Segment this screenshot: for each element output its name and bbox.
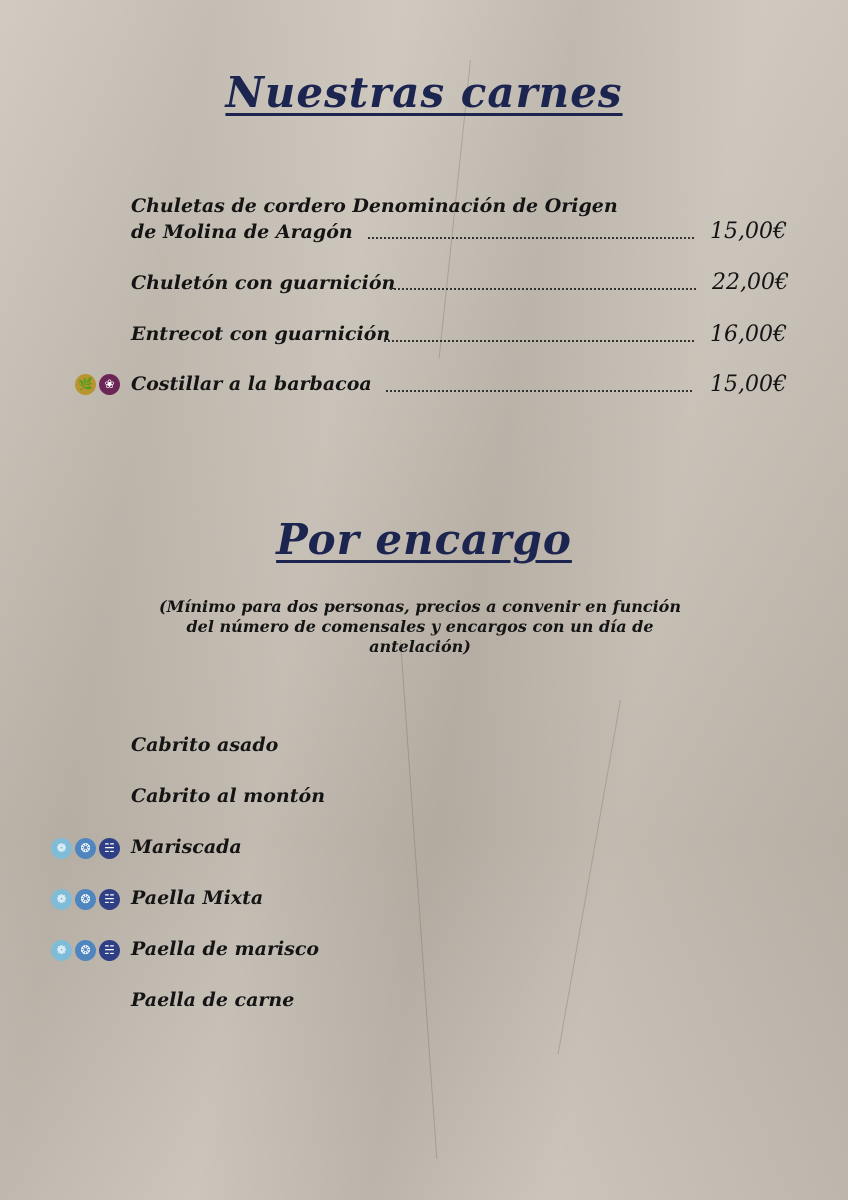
menu-item-name: Paella Mixta (131, 887, 264, 909)
menu-item-name: de Molina de Aragón (131, 221, 353, 243)
mustard-icon: ❀ (99, 374, 120, 395)
menu-item-name: Chuletas de cordero Denominación de Origen (131, 195, 618, 217)
mollusc-icon: ❁ (51, 838, 72, 859)
dot-leader (384, 340, 694, 342)
menu-item-name: Paella de carne (131, 989, 295, 1011)
texture-crack (400, 640, 437, 1159)
fish-icon: ☵ (99, 838, 120, 859)
menu-item-name: Entrecot con guarnición (131, 323, 391, 345)
dot-leader (390, 288, 696, 290)
mollusc-icon: ❁ (51, 889, 72, 910)
fish-icon: ☵ (99, 889, 120, 910)
celery-icon: 🌿 (75, 374, 96, 395)
menu-item-name: Paella de marisco (131, 938, 320, 960)
texture-crack (557, 700, 620, 1055)
crustacean-icon: ❂ (75, 889, 96, 910)
menu-item-name: Cabrito asado (131, 734, 279, 756)
mollusc-icon: ❁ (51, 940, 72, 961)
menu-item-price: 15,00€ (710, 372, 787, 397)
menu-item-price: 22,00€ (712, 270, 789, 295)
dot-leader (368, 237, 694, 239)
menu-item-price: 16,00€ (710, 322, 787, 347)
fish-icon: ☵ (99, 940, 120, 961)
menu-item-name: Costillar a la barbacoa (131, 373, 372, 395)
crustacean-icon: ❂ (75, 940, 96, 961)
crustacean-icon: ❂ (75, 838, 96, 859)
menu-item-price: 15,00€ (710, 219, 787, 244)
meats-title: Nuestras carnes (225, 68, 623, 117)
menu-item-name: Cabrito al montón (131, 785, 326, 807)
order-title: Por encargo (276, 515, 572, 564)
menu-item-name: Mariscada (131, 836, 242, 858)
order-note: (Mínimo para dos personas, precios a convenir en función del número de comensales y encargos con un día de antelación) (159, 597, 681, 656)
menu-item-name: Chuletón con guarnición (131, 272, 396, 294)
dot-leader (386, 390, 692, 392)
